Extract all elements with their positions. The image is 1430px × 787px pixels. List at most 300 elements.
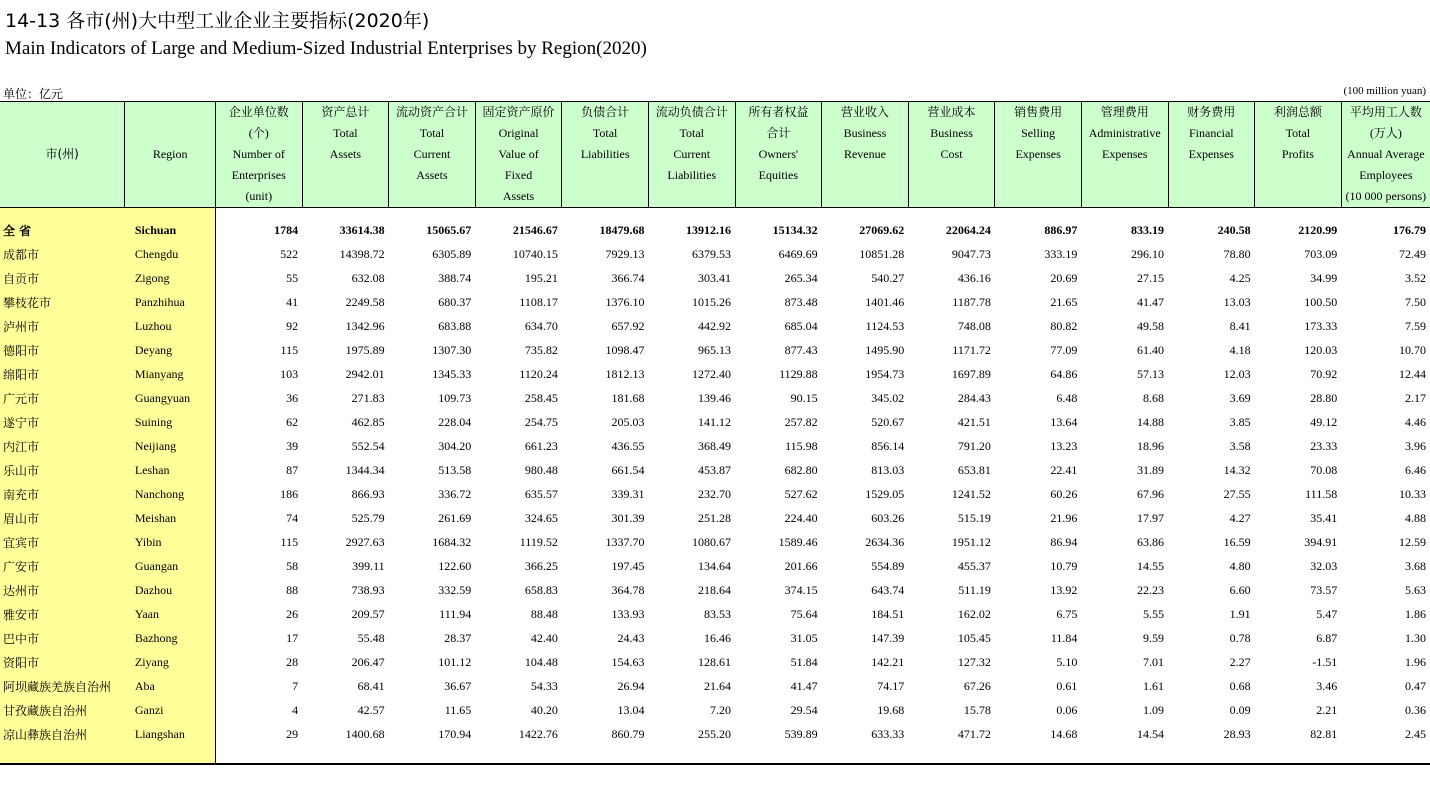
column-header-cn: 市(州) [45,147,79,161]
value-cell: 28 [286,654,299,669]
value-cell: 1124.53 [865,318,905,333]
value-cell: 366.74 [611,270,645,285]
value-cell: 0.09 [1229,702,1251,717]
value-cell: 255.20 [698,726,732,741]
value-cell: 1.61 [1143,678,1165,693]
value-cell: 539.89 [784,726,818,741]
value-cell: 12.44 [1399,366,1426,381]
value-cell: 1015.26 [692,294,732,309]
column-header-line: Expenses [1102,147,1148,161]
value-cell: 20.69 [1050,270,1078,285]
spacer-cell [562,208,649,219]
spacer-cell [995,746,1082,764]
value-cell: 3.85 [1229,414,1251,429]
value-cell: 368.49 [698,438,732,453]
value-cell: 28.80 [1310,390,1338,405]
value-cell: 82.81 [1310,726,1338,741]
region-cn-cell: 泸州市 [0,314,125,338]
value-cell: 49.12 [1310,414,1338,429]
value-cell: 104.48 [524,654,558,669]
value-cell: 1119.52 [519,534,558,549]
column-header-line: Business [930,126,973,140]
spacer-cell [125,208,216,219]
spacer-cell [215,208,302,219]
value-cell: 16.59 [1223,534,1251,549]
spacer-cell [475,746,562,764]
column-header-line: Equities [758,168,798,182]
value-cell: 101.12 [438,654,472,669]
value-cell: 10740.15 [512,246,558,261]
region-cn-cell: 攀枝花市 [0,290,125,314]
value-cell: 1129.88 [779,366,818,381]
value-cell: 2.21 [1316,702,1338,717]
value-cell: 28.93 [1223,726,1251,741]
value-cell: 860.79 [611,726,645,741]
column-header-cn: 管理费用 [1100,105,1149,119]
value-cell: 374.15 [784,582,818,597]
value-cell: 51.84 [790,654,818,669]
column-header-line: Business [843,126,887,140]
column-header [302,102,389,208]
value-cell: 14398.72 [339,246,385,261]
value-cell: 1784 [274,222,299,237]
column-header-line: Assets [502,189,535,203]
value-cell: 88 [286,582,299,597]
column-header [648,102,735,208]
spacer-cell [648,208,735,219]
value-cell: 1098.47 [605,342,645,357]
region-en-cell: Guangyuan [125,386,216,410]
value-cell: 877.43 [784,342,818,357]
value-cell: 1975.89 [345,342,385,357]
value-cell: 1307.30 [432,342,472,357]
value-cell: 7.59 [1405,318,1426,333]
value-cell: 6.75 [1056,606,1078,621]
value-cell: 1422.76 [518,726,558,741]
value-cell: 1697.89 [951,366,991,381]
value-cell: 74 [286,510,299,525]
region-en-cell: Guangan [125,554,216,578]
region-en-cell: Bazhong [125,626,216,650]
value-cell: 0.47 [1405,678,1426,693]
value-cell: 399.11 [352,558,385,573]
value-cell: 301.39 [611,510,645,525]
value-cell: 3.46 [1316,678,1338,693]
column-header-line: Expenses [1015,147,1061,161]
value-cell: 39 [286,438,299,453]
value-cell: 738.93 [351,582,385,597]
value-cell: 90.15 [790,390,818,405]
region-en-cell: Aba [125,674,216,698]
table-row [0,242,1430,266]
value-cell: 2.17 [1405,390,1426,405]
spacer-cell [1255,208,1342,219]
region-en-cell: Ziyang [125,650,216,674]
value-cell: 86.94 [1050,534,1078,549]
value-cell: 364.78 [611,582,645,597]
spacer-cell [1341,208,1430,219]
region-cn-cell: 成都市 [0,242,125,266]
value-cell: 41.47 [1137,294,1165,309]
value-cell: 1241.52 [951,486,991,501]
value-cell: 6.46 [1405,462,1426,477]
table-body [0,208,1430,765]
region-en-cell: Liangshan [125,722,216,746]
value-cell: 34.99 [1310,270,1338,285]
page-title-en: Main Indicators of Large and Medium-Sized Industrial Enterprises by Region(2020) [5,38,647,59]
value-cell: 257.82 [784,414,818,429]
table-row [0,530,1430,554]
value-cell: 205.03 [611,414,645,429]
column-header-line: Value of [498,147,539,161]
value-cell: 3.68 [1405,558,1426,573]
column-header-cn: 营业成本 [927,105,976,119]
column-header-line: Owners' [758,147,799,161]
value-cell: 21.65 [1050,294,1078,309]
column-header-cn: 流动资产合计 [395,105,468,119]
value-cell: 2120.99 [1298,222,1338,237]
value-cell: 24.43 [617,630,645,645]
column-header-line: Fixed [504,168,533,182]
value-cell: 13912.16 [686,222,732,237]
column-header [215,102,302,208]
column-header-line: Current [413,147,451,161]
column-header [822,102,909,208]
value-cell: 100.50 [1304,294,1338,309]
value-cell: 271.83 [351,390,385,405]
column-header-line: Total [419,126,445,140]
value-cell: 813.03 [871,462,905,477]
region-cn-cell: 绵阳市 [0,362,125,386]
region-en-cell: Panzhihua [125,290,216,314]
value-cell: 18479.68 [599,222,645,237]
column-header-cn: 所有者权益 [748,105,809,119]
value-cell: 120.03 [1304,342,1338,357]
value-cell: 103 [280,366,299,381]
value-cell: -1.51 [1312,654,1338,669]
region-en-cell: Nanchong [125,482,216,506]
column-header-line: Original [498,126,539,140]
value-cell: 336.72 [438,486,472,501]
column-header-line: Assets [416,168,448,182]
column-header-line: Selling [1021,126,1056,140]
value-cell: 10.79 [1050,558,1078,573]
value-cell: 7.50 [1405,294,1426,309]
column-header-line: Number of [232,147,285,161]
value-cell: 80.82 [1050,318,1078,333]
value-cell: 661.23 [524,438,558,453]
value-cell: 527.62 [784,486,818,501]
column-header-cn: 营业收入 [840,105,889,119]
value-cell: 55 [286,270,299,285]
table-row [0,410,1430,434]
value-cell: 635.57 [524,486,558,501]
value-cell: 339.31 [611,486,645,501]
region-cn-cell: 遂宁市 [0,410,125,434]
value-cell: 41.47 [790,678,818,693]
value-cell: 29.54 [790,702,818,717]
value-cell: 515.19 [957,510,991,525]
value-cell: 0.61 [1056,678,1078,693]
value-cell: 228.04 [438,414,472,429]
value-cell: 15.78 [963,702,991,717]
value-cell: 36 [286,390,299,405]
value-cell: 442.92 [698,318,732,333]
region-en-cell: Yibin [125,530,216,554]
column-header-line: Current [673,147,711,161]
value-cell: 9047.73 [951,246,991,261]
spacer-cell [0,746,125,764]
value-cell: 680.37 [438,294,472,309]
table-row [0,458,1430,482]
value-cell: 42.57 [357,702,385,717]
value-cell: 27.55 [1223,486,1251,501]
spacer-cell [475,208,562,219]
value-cell: 261.69 [438,510,472,525]
value-cell: 965.13 [698,342,732,357]
value-cell: 1342.96 [345,318,385,333]
value-cell: 833.19 [1131,222,1165,237]
spacer-cell [822,208,909,219]
value-cell: 657.92 [611,318,645,333]
spacer-cell [1081,746,1168,764]
value-cell: 4.27 [1229,510,1251,525]
value-cell: 5.10 [1056,654,1078,669]
value-cell: 324.65 [524,510,558,525]
value-cell: 1400.68 [345,726,385,741]
value-cell: 74.17 [877,678,905,693]
column-header [1341,102,1430,208]
value-cell: 284.43 [957,390,991,405]
spacer-cell [735,746,822,764]
column-header-line: Assets [329,147,362,161]
value-cell: 1.30 [1405,630,1426,645]
value-cell: 513.58 [438,462,472,477]
value-cell: 453.87 [698,462,732,477]
value-cell: 1.86 [1405,606,1426,621]
value-cell: 634.70 [524,318,558,333]
value-cell: 6469.69 [778,246,818,261]
column-header [995,102,1082,208]
value-cell: 735.82 [524,342,558,357]
value-cell: 2249.58 [345,294,385,309]
table-row [0,674,1430,698]
value-cell: 88.48 [530,606,558,621]
value-cell: 0.36 [1405,702,1426,717]
region-cn-cell: 雅安市 [0,602,125,626]
value-cell: 4.80 [1229,558,1251,573]
value-cell: 633.33 [871,726,905,741]
value-cell: 17.97 [1137,510,1165,525]
column-header-line: 合计 [766,126,791,140]
value-cell: 5.55 [1143,606,1165,621]
region-cn-cell: 达州市 [0,578,125,602]
value-cell: 462.85 [351,414,385,429]
value-cell: 525.79 [351,510,385,525]
total-row [0,218,1430,242]
region-cn-cell: 资阳市 [0,650,125,674]
column-header [475,102,562,208]
value-cell: 197.45 [611,558,645,573]
value-cell: 42.40 [530,630,558,645]
value-cell: 15134.32 [772,222,818,237]
value-cell: 661.54 [611,462,645,477]
value-cell: 11.65 [444,702,472,717]
value-cell: 31.05 [790,630,818,645]
value-cell: 122.60 [438,558,472,573]
value-cell: 2634.36 [865,534,905,549]
value-cell: 61.40 [1137,342,1165,357]
value-cell: 1589.46 [778,534,818,549]
value-cell: 682.80 [784,462,818,477]
value-cell: 209.57 [351,606,385,621]
spacer-cell [908,746,995,764]
value-cell: 13.03 [1223,294,1251,309]
value-cell: 36.67 [444,678,472,693]
region-cn-cell: 自贡市 [0,266,125,290]
spacer-cell [389,746,476,764]
region-en-cell: Zigong [125,266,216,290]
value-cell: 7929.13 [605,246,645,261]
value-cell: 1337.70 [605,534,645,549]
value-cell: 115 [280,534,299,549]
value-cell: 7.01 [1143,654,1165,669]
column-header [908,102,995,208]
value-cell: 1495.90 [865,342,905,357]
column-header-en: Region [152,147,188,161]
value-cell: 540.27 [871,270,905,285]
value-cell: 70.08 [1310,462,1338,477]
value-cell: 67.96 [1137,486,1165,501]
value-cell: 133.93 [611,606,645,621]
table-row [0,698,1430,722]
value-cell: 105.45 [957,630,991,645]
value-cell: 12.59 [1399,534,1426,549]
value-cell: 62 [286,414,299,429]
value-cell: 1.96 [1405,654,1426,669]
value-cell: 22064.24 [945,222,991,237]
region-en-cell: Deyang [125,338,216,362]
column-header [0,102,125,208]
column-header-line: Liabilities [580,147,630,161]
value-cell: 29 [286,726,299,741]
column-header-line: Enterprises [231,168,286,182]
column-header-line: Total [679,126,704,140]
value-cell: 40.20 [530,702,558,717]
value-cell: 685.04 [784,318,818,333]
column-header-line: (万人) [1369,126,1402,140]
spacer-cell [1168,208,1255,219]
value-cell: 303.41 [698,270,732,285]
column-header-line: Administrative [1088,126,1161,140]
value-cell: 980.48 [524,462,558,477]
value-cell: 0.68 [1229,678,1251,693]
column-header-line: Total [333,126,358,140]
value-cell: 57.13 [1137,366,1165,381]
value-cell: 3.58 [1229,438,1251,453]
spacer-cell [822,746,909,764]
column-header-cn: 企业单位数 [228,105,289,119]
value-cell: 1272.40 [692,366,732,381]
table-row [0,314,1430,338]
value-cell: 6.60 [1229,582,1251,597]
column-header-cn: 财务费用 [1187,105,1236,119]
column-header-line: Expenses [1188,147,1234,161]
value-cell: 22.41 [1050,462,1078,477]
value-cell: 33614.38 [339,222,385,237]
column-header [1081,102,1168,208]
table-row [0,482,1430,506]
value-cell: 17 [286,630,299,645]
value-cell: 78.80 [1223,246,1251,261]
value-cell: 388.74 [438,270,472,285]
value-cell: 333.19 [1044,246,1078,261]
value-cell: 181.68 [611,390,645,405]
value-cell: 658.83 [524,582,558,597]
table-row [0,506,1430,530]
value-cell: 258.45 [524,390,558,405]
value-cell: 511.19 [958,582,991,597]
value-cell: 873.48 [784,294,818,309]
value-cell: 26 [286,606,299,621]
spacer-cell [302,746,389,764]
value-cell: 162.02 [957,606,991,621]
value-cell: 345.02 [871,390,905,405]
value-cell: 92 [286,318,299,333]
column-header-line: Total [1285,126,1311,140]
region-cn-cell: 南充市 [0,482,125,506]
table-row [0,554,1430,578]
value-cell: 16.46 [704,630,732,645]
value-cell: 0.78 [1229,630,1251,645]
value-cell: 32.03 [1310,558,1338,573]
column-header-cn: 固定资产原价 [482,105,555,119]
spacer-cell [648,746,735,764]
value-cell: 9.59 [1143,630,1165,645]
table-row [0,338,1430,362]
value-cell: 4.46 [1405,414,1426,429]
value-cell: 6.87 [1316,630,1338,645]
column-header [1168,102,1255,208]
value-cell: 70.92 [1310,366,1338,381]
value-cell: 471.72 [957,726,991,741]
table-row [0,602,1430,626]
value-cell: 21.96 [1050,510,1078,525]
value-cell: 6379.53 [692,246,732,261]
value-cell: 522 [280,246,299,261]
value-cell: 134.64 [698,558,732,573]
value-cell: 19.68 [877,702,905,717]
table-row [0,434,1430,458]
value-cell: 173.33 [1304,318,1338,333]
column-header-cn: 资产总计 [321,105,370,119]
value-cell: 791.20 [957,438,991,453]
region-en-cell: Sichuan [125,218,216,242]
region-en-cell: Mianyang [125,362,216,386]
value-cell: 1187.78 [952,294,991,309]
region-cn-cell: 甘孜藏族自治州 [0,698,125,722]
value-cell: 2942.01 [345,366,385,381]
value-cell: 72.49 [1399,246,1426,261]
value-cell: 87 [286,462,299,477]
value-cell: 254.75 [524,414,558,429]
value-cell: 10.33 [1399,486,1426,501]
value-cell: 176.79 [1393,222,1426,237]
spacer-cell [735,208,822,219]
value-cell: 224.40 [784,510,818,525]
region-en-cell: Leshan [125,458,216,482]
value-cell: 128.61 [698,654,732,669]
